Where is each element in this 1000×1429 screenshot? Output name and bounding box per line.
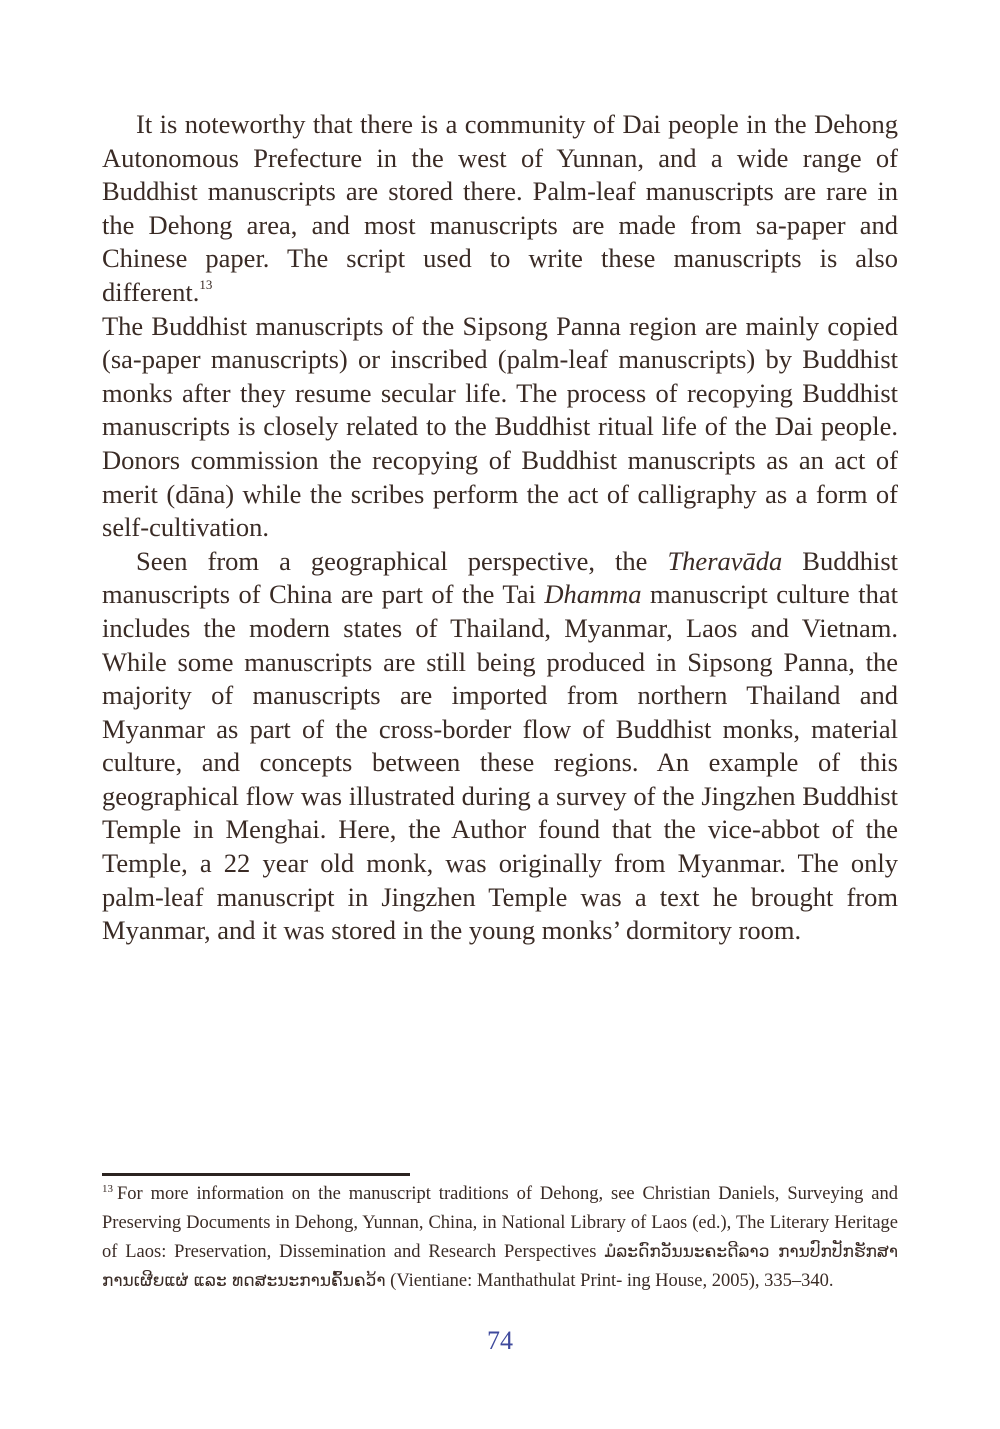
footnote-lao-title: ມໍລະດົກວັນນະຄະດີລາວ ການປົກປັກຮັກສາ ການເຜີຍແຜ່ ແລະ ທດສະນະການຄົ້ນຄວ້າ [102, 1242, 899, 1291]
italic-term-dhamma: Dhamma [544, 579, 642, 610]
footnote-reference[interactable]: 13 [199, 277, 213, 293]
italic-term-theravada: Theravāda [667, 545, 783, 576]
footnote-13 [102, 1180, 898, 1296]
paragraph-text: manuscript culture that includes the modern states of Thailand, Myanmar, Laos and Vietnam. While some manuscripts are still being produced in Sipsong Panna, the majority of manuscripts are imported from northern Thailand and Myanmar as part of the cross-border flow of Buddhist monks, material culture, and concepts between these regions. An example of this geographical flow was illustrated during a survey of the Jingzhen Buddhist Temple in Menghai. Here, the Author found that the vice-abbot of the Temple, a 22 year old monk, was originally from Myanmar. The only palm-leaf manuscript in Jingzhen Temple was a text he brought from Myanmar, and it was stored in the young monks’ dormitory room. [102, 579, 899, 946]
paragraph-text: It is noteworthy that there is a community of Dai people in the Dehong Autonomous Prefecture in the west of Yunnan, and a wide range of Buddhist manuscripts are stored there. Palm-leaf manuscripts are rare in the Dehong area, and most manuscripts are made from sa-paper and Chinese paper. The script used to write these manuscripts is also different. [102, 109, 898, 307]
footnote-divider [102, 1173, 410, 1176]
footnote [102, 1180, 898, 1296]
paragraph-dehong [102, 108, 898, 310]
paragraph-sipsong-panna [102, 310, 898, 545]
paragraph-geography [102, 545, 898, 948]
paragraph-text: The Buddhist manuscripts of the Sipsong Panna region are mainly copied (sa-paper manuscripts) or inscribed (palm-leaf manuscripts) by Buddhist monks after they resume secular life. The process of recopying Buddhist manuscripts is closely related to the Buddhist ritual life of the Dai people. Donors commission the recopying of Buddhist manuscripts as an act of merit (dāna) while the scribes perform the act of calligraphy as a form of self-cultivation. [102, 310, 898, 543]
body-text [102, 108, 898, 948]
paragraph-text: Buddhist manuscripts of China are part of the Tai [102, 545, 899, 610]
paragraph-text: Seen from a geographical perspective, the [136, 545, 668, 576]
footnote-number: 13 [102, 1182, 113, 1195]
page-number: 74 [487, 1326, 513, 1355]
footnote-text: For more information on the manuscript traditions of Dehong, see Christian Daniels, Surveying and Preserving Documents in Dehong, Yunnan, China, in National Library of Laos (ed.), The Literary Heritage of Laos: Preservation, Dissemination and Research Perspectives [102, 1184, 898, 1262]
footnote-citation: (Vientiane: Manthathulat Print- ing House, 2005), 335–340. [390, 1271, 834, 1291]
